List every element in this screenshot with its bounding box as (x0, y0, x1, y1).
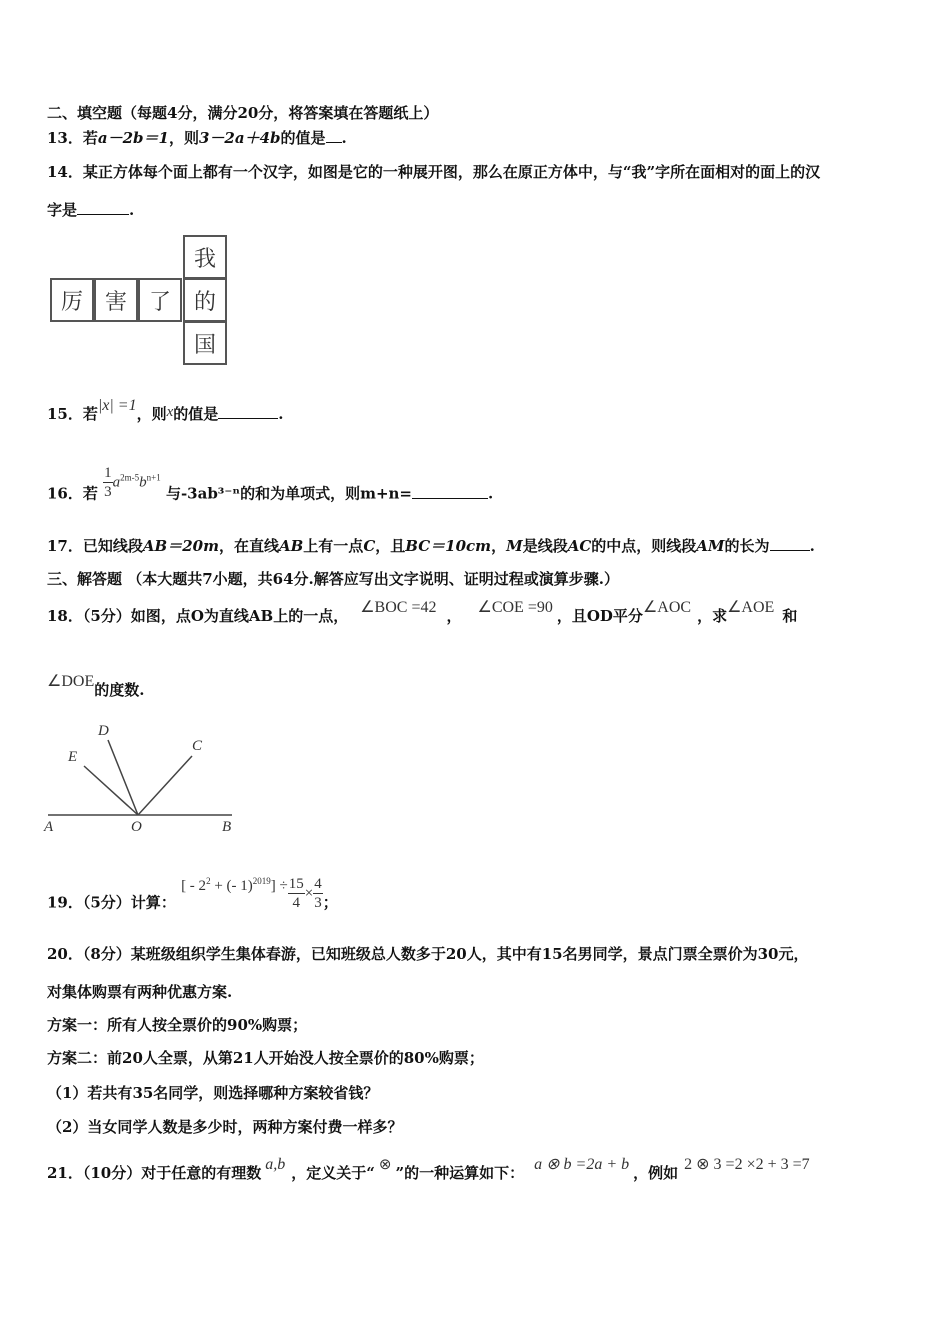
q13-number: 13． (47, 129, 83, 147)
net-cell-top: 我 (183, 235, 227, 279)
question-20-sub-2: （2）当女同学人数是多少时，两种方案付费一样多？ (47, 1118, 403, 1136)
question-15: 15．若|x| =1，则x的值是 . (47, 397, 284, 423)
q18-angle-aoe: ∠AOE (727, 599, 775, 616)
q15-mid: ，则 (136, 405, 167, 423)
q16-fraction: $\frac{1}{3}$ (104, 465, 112, 500)
question-20-line-1: 20．（8分）某班级组织学生集体春游，已知班级总人数多于20人，其中有15名男同学，景点门票全票价为30元， (47, 945, 809, 963)
net-cell-row-4: 的 (183, 278, 227, 322)
q14-text-1: 某正方体每个面上都有一个汉字，如图是它的一种展开图，那么在原正方体中，与“我”字所在面相对的面上的汉 (82, 163, 821, 181)
label-b: B (222, 819, 232, 835)
question-18-line-2: ∠DOE的度数. (47, 673, 145, 699)
question-21: 21．（10分）对于任意的有理数 a,b ，定义关于“ ⊗ ”的一种运算如下： a ⊗ b =2a + b ，例如 2 ⊗ 3 =2 ×2 + 3 =7 (47, 1156, 810, 1182)
q16-text: 与-3ab³⁻ⁿ的和为单项式，则m+n= (165, 484, 412, 503)
q15-number: 15． (47, 405, 83, 423)
q13-mid: ，则 (168, 129, 199, 147)
section-2-heading: 二、填空题（每题4分，满分20分，将答案填在答题纸上） (47, 104, 439, 122)
q18-angle-coe: ∠COE =90 (477, 599, 553, 616)
q13-prefix: 若 (82, 129, 98, 147)
ray-oe (84, 766, 138, 815)
q14-number: 14． (47, 163, 83, 181)
q21-vars: a,b (265, 1156, 286, 1173)
q15-variable: x (166, 404, 174, 420)
question-16: 16．若 $\frac{1}{3}$ $a^{2m-5}b^{n+1}$ 与-3ab³⁻ⁿ的和为单项式，则m+n= . (47, 465, 494, 503)
label-o: O (131, 819, 142, 835)
question-20-plan-1: 方案一：所有人按全票价的90%购票； (47, 1016, 308, 1034)
question-17: 17．已知线段AB＝20m，在直线AB上有一点C，且BC＝10cm，M是线段AC的中点，则线段AM的长为 . (47, 537, 815, 555)
question-13: 13．若a－2b＝1，则3－2a＋4b的值是 . (47, 129, 347, 147)
question-19: 19．（5分）计算： [ - $2^2$ + (- 1)$^{2019}$] ÷ $\frac{15}{4}$ × $\frac{4}{3}$ ； (47, 875, 338, 912)
q16-prefix: 若 (82, 484, 98, 503)
label-c: C (192, 738, 203, 754)
q17-answer-blank (770, 550, 810, 551)
angle-figure (42, 720, 242, 835)
q18-angle-aoc: ∠AOC (642, 599, 692, 616)
net-cell-bottom: 国 (183, 321, 227, 365)
section-3-heading: 三、解答题 （本大题共7小题，共64分.解答应写出文字说明、证明过程或演算步骤.） (47, 570, 619, 588)
q15-formula: |x| =1 (97, 397, 137, 414)
question-18-line-1: 18．（5分）如图，点O为直线AB上的一点， ∠BOC =42 ， ∠COE =90 ，且OD平分∠AOC ，求∠AOE 和 (47, 599, 798, 625)
q13-condition: a－2b＝1 (97, 129, 169, 147)
net-cell-row-3: 了 (138, 278, 182, 322)
cube-net-figure (50, 235, 230, 367)
q19-fraction-1: $\frac{15}{4}$ (288, 876, 304, 911)
q15-prefix: 若 (82, 405, 98, 423)
q21-operator: ⊗ (378, 1157, 392, 1173)
q15-suffix: 的值是 (173, 405, 219, 423)
q19-expression: [ - $2^2$ + (- 1)$^{2019}$] ÷ $\frac{15}{4}$ × $\frac{4}{3}$ (181, 875, 322, 911)
question-20-line-2: 对集体购票有两种优惠方案. (47, 983, 233, 1001)
label-e: E (68, 749, 78, 765)
q14-answer-blank (77, 214, 129, 215)
q16-number: 16． (47, 484, 83, 503)
q16-monomial: $\frac{1}{3}$ $a^{2m-5}b^{n+1}$ (104, 465, 161, 500)
q21-example: 2 ⊗ 3 =2 ×2 + 3 =7 (684, 1156, 810, 1173)
ray-od (108, 740, 138, 815)
q14-text-2: 字是 (47, 201, 78, 219)
q19-fraction-2: $\frac{4}{3}$ (314, 876, 322, 911)
question-20-plan-2: 方案二：前20人全票，从第21人开始没人按全票价的80%购票； (47, 1049, 484, 1067)
label-a: A (44, 819, 54, 835)
question-14-line-1 (47, 162, 820, 182)
q18-angle-boc: ∠BOC =42 (360, 599, 437, 616)
q13-answer-blank (326, 142, 342, 143)
q15-answer-blank (218, 418, 278, 419)
q13-suffix: 的值是 (280, 129, 326, 147)
q13-expression: 3－2a＋4b (199, 129, 281, 147)
net-cell-row-2: 害 (94, 278, 138, 322)
net-cell-row-1: 厉 (50, 278, 94, 322)
question-20-sub-1: （1）若共有35名同学，则选择哪种方案较省钱？ (47, 1084, 379, 1102)
q21-definition: a ⊗ b =2a + b (534, 1156, 630, 1173)
q16-answer-blank (412, 498, 488, 499)
question-14-line-2: 字是 . (47, 201, 135, 219)
label-d: D (98, 723, 109, 739)
ray-oc (138, 756, 192, 815)
q18-angle-doe: ∠DOE (47, 673, 95, 690)
